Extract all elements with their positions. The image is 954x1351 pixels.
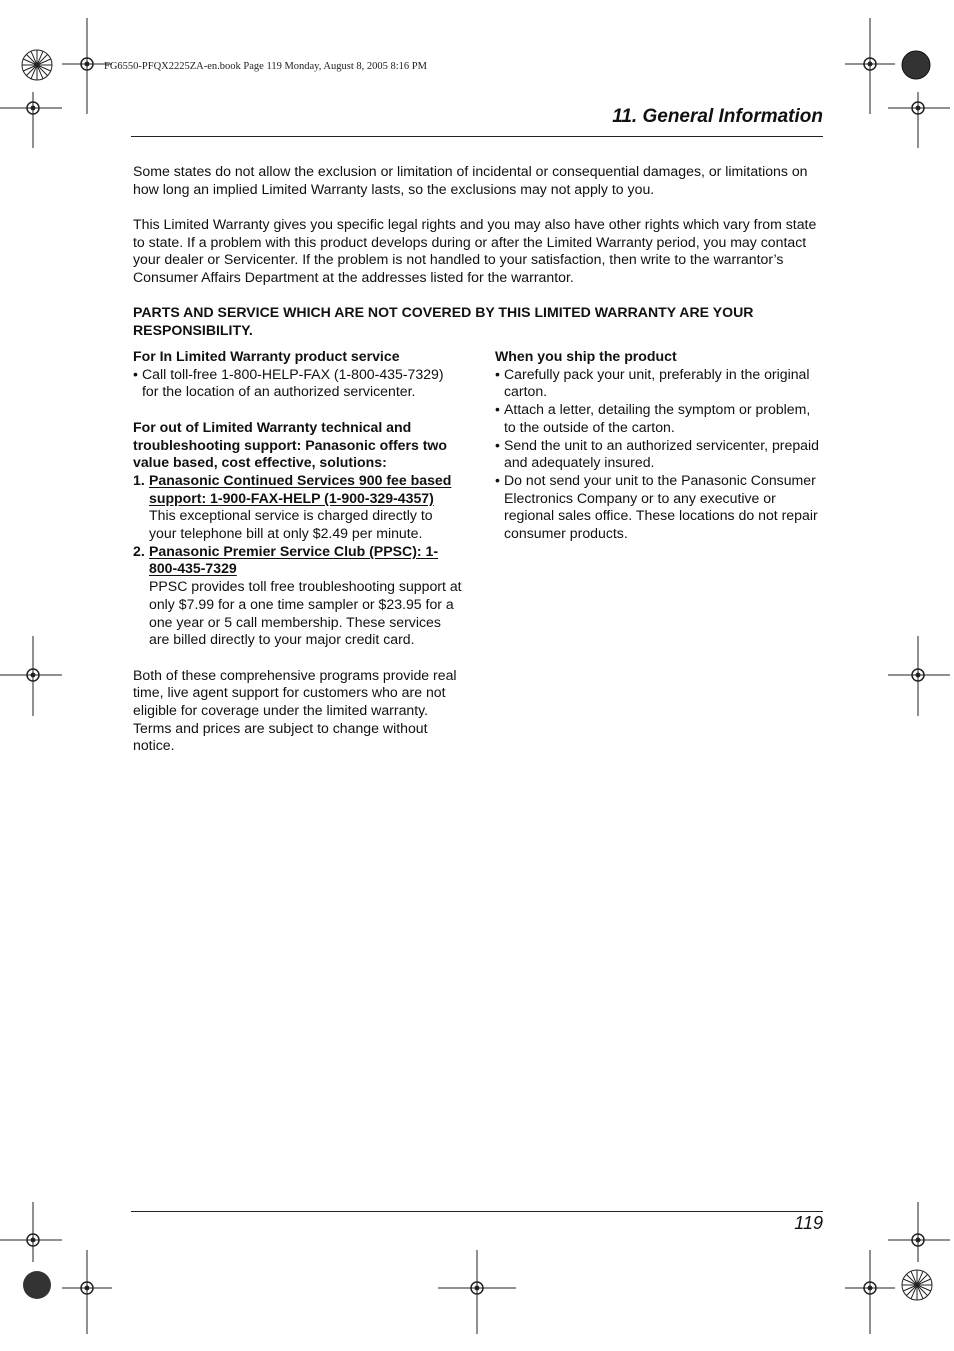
ship-bullet: • Carefully pack your unit, preferably in the original carton. — [495, 366, 825, 401]
registration-mark-icon — [900, 1268, 934, 1302]
paragraph-exclusions: Some states do not allow the exclusion or limitation of incidental or consequential damages, or limitations on how long an implied Limited Warranty lasts, so the exclusions may not apply to you. — [133, 163, 808, 197]
item-number: 1. — [133, 471, 145, 488]
support-option-2 — [133, 543, 463, 649]
print-info: FG6550-PFQX2225ZA-en.book Page 119 Monday, August 8, 2005 8:16 PM — [104, 61, 427, 72]
crosshair-mark-icon — [62, 1250, 112, 1334]
registration-dot-icon — [901, 50, 931, 80]
header-rule — [131, 136, 823, 137]
item-number: 2. — [133, 542, 145, 559]
in-warranty-heading: For In Limited Warranty product service — [133, 348, 400, 364]
page-number: 119 — [794, 1213, 823, 1233]
crosshair-mark-icon — [438, 1250, 516, 1334]
support-option-2-text: PPSC provides toll free troubleshooting support at only $7.99 for a one time sampler or $23.95 for a one year or 5 call membership. These services are billed directly to your major credit card. — [149, 578, 462, 648]
right-column — [495, 348, 825, 543]
ship-heading: When you ship the product — [495, 348, 677, 364]
parts-service-heading: PARTS AND SERVICE WHICH ARE NOT COVERED BY THIS LIMITED WARRANTY ARE YOUR RESPONSIBILITY. — [133, 304, 754, 338]
crosshair-mark-icon — [0, 636, 62, 716]
support-option-2-title: Panasonic Premier Service Club (PPSC): 1-800-435-7329 — [149, 542, 439, 577]
registration-dot-icon — [22, 1270, 52, 1300]
crosshair-mark-icon — [0, 92, 62, 148]
crosshair-mark-icon — [0, 1202, 62, 1262]
terms-note: Terms and prices are subject to change without notice. — [133, 719, 428, 754]
crosshair-mark-icon — [888, 92, 950, 148]
registration-mark-icon — [20, 48, 54, 82]
left-column — [133, 348, 463, 755]
support-option-1 — [133, 472, 463, 543]
support-option-1-title: Panasonic Continued Services 900 fee based support: 1-900-FAX-HELP (1-900-329-4357) — [149, 471, 452, 506]
in-warranty-bullet: • Call toll-free 1-800-HELP-FAX (1-800-435-7329) for the location of an authorized servicenter. — [133, 366, 463, 401]
closing-paragraph: Both of these comprehensive programs provide real time, live agent support for customers who are not eligible for coverage under the limited warranty. — [133, 666, 457, 719]
crosshair-mark-icon — [888, 636, 950, 716]
crosshair-mark-icon — [845, 1250, 895, 1334]
support-option-1-text: This exceptional service is charged directly to your telephone bill at only $2.49 per minute. — [149, 507, 433, 542]
paragraph-legal-rights: This Limited Warranty gives you specific legal rights and you may also have other rights which vary from state to state. If a problem with this product develops during or after the Limited Warranty period, you may contact your dealer or Servicenter. If the problem is not handled to your satisfaction, then write to the warrantor’s Consumer Affairs Department at the addresses listed for the warrantor. — [133, 216, 817, 286]
section-title: 11. General Information — [612, 106, 823, 127]
ship-bullet: • Attach a letter, detailing the symptom or problem, to the outside of the carton. — [495, 401, 825, 436]
out-warranty-heading: For out of Limited Warranty technical and troubleshooting support: Panasonic offers two value based, cost effective, solutions: — [133, 418, 447, 471]
footer-rule — [131, 1211, 823, 1212]
crosshair-mark-icon — [888, 1202, 950, 1262]
ship-bullet: • Send the unit to an authorized servicenter, prepaid and adequately insured. — [495, 437, 825, 472]
ship-bullet: • Do not send your unit to the Panasonic Consumer Electronics Company or to any executive or regional sales office. These locations do not repair consumer products. — [495, 472, 825, 543]
